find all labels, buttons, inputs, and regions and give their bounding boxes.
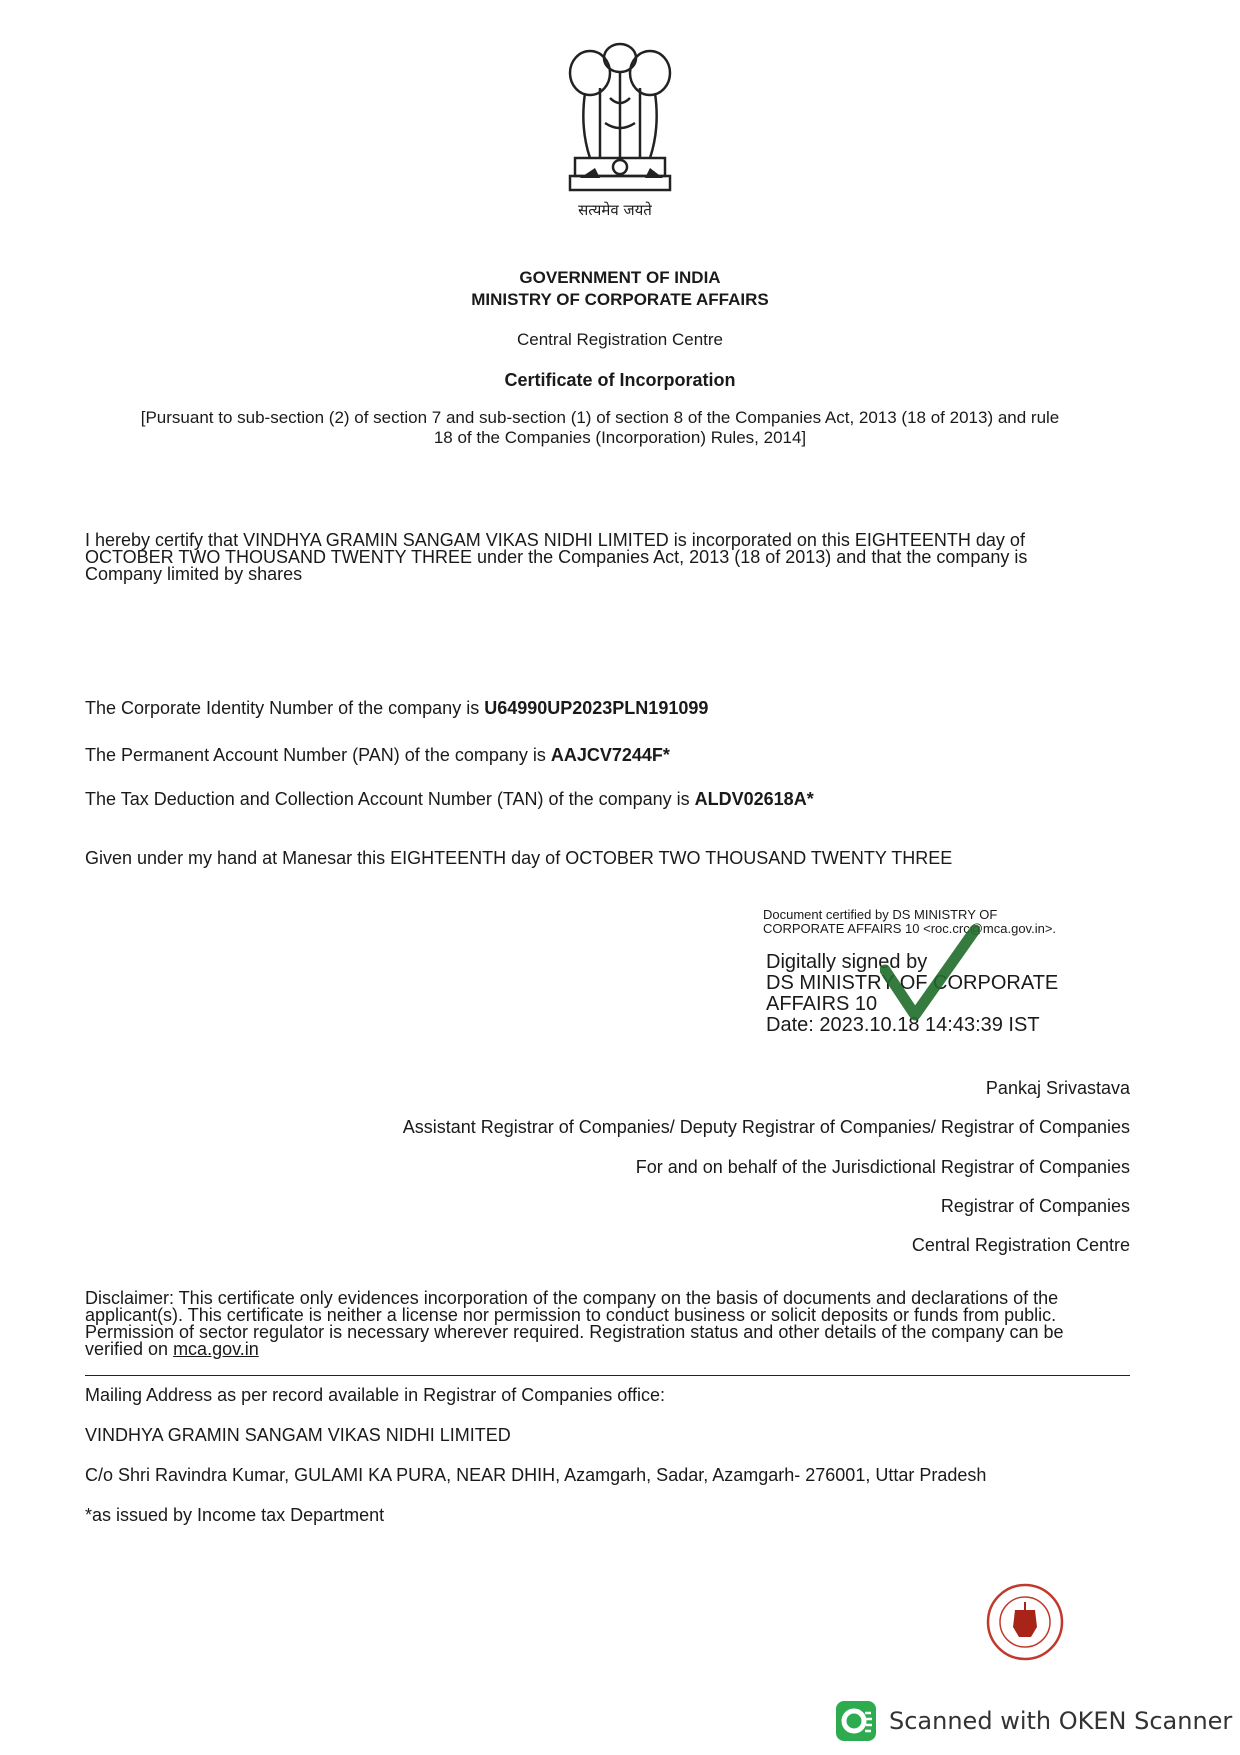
certify-line-3: Company limited by shares [85,564,303,584]
certify-line-2: OCTOBER TWO THOUSAND TWENTY THREE under the Companies Act, 2013 (18 of 2013) and that the company is [85,547,1028,567]
disclaimer-line-1: Disclaimer: This certificate only evidences incorporation of the company on the basis of documents and declarations of the [85,1288,1059,1308]
signed-line-3: AFFAIRS 10 [766,993,878,1015]
tax-footnote: *as issued by Income tax Department [85,1505,385,1525]
tan-label: The Tax Deduction and Collection Account Number (TAN) of the company is [85,789,695,809]
disclaimer [85,1290,1135,1358]
signatory-name: Pankaj Srivastava [985,1078,1130,1098]
tan-line [85,789,814,810]
signed-line-2: DS MINISTRY OF CORPORATE [766,972,1059,994]
mailing-address: C/o Shri Ravindra Kumar, GULAMI KA PURA, NEAR DHIH, Azamgarh, Sadar, Azamgarh- 276001, Uttar Pradesh [85,1465,987,1485]
certificate-title: Certificate of Incorporation [504,370,736,390]
certified-line-2: CORPORATE AFFAIRS 10 <roc.crc@mca.gov.in>. [763,921,1057,936]
tan-value: ALDV02618A* [694,789,814,809]
mailing-heading: Mailing Address as per record available in Registrar of Companies office: [85,1385,665,1405]
signed-line-4: Date: 2023.10.18 14:43:39 IST [766,1014,1040,1036]
header-ministry: MINISTRY OF CORPORATE AFFAIRS [471,290,769,309]
scanner-label: Scanned with OKEN Scanner [889,1707,1233,1735]
disclaimer-line-4 [85,1341,1135,1358]
signed-line-1: Digitally signed by [766,951,928,973]
header-government: GOVERNMENT OF INDIA [519,268,721,287]
given-under-hand: Given under my hand at Manesar this EIGHTEENTH day of OCTOBER TWO THOUSAND TWENTY THREE [85,848,953,868]
cin-label: The Corporate Identity Number of the company is [85,698,485,718]
signatory-behalf: For and on behalf of the Jurisdictional Registrar of Companies [635,1157,1130,1177]
cin-value: U64990UP2023PLN191099 [484,698,709,718]
divider [85,1375,1130,1376]
pan-value: AAJCV7244F* [550,745,670,765]
disclaimer-verified-prefix: verified on [85,1339,174,1359]
header-centre: Central Registration Centre [517,330,723,349]
certified-line-1: Document certified by DS MINISTRY OF [763,907,998,922]
mca-link[interactable]: mca.gov.in [173,1339,259,1359]
signatory-registrar: Registrar of Companies [940,1196,1130,1216]
pursuant-line-1: [Pursuant to sub-section (2) of section 7 and sub-section (1) of section 8 of the Companies Act, 2013 (18 of 2013) and rule [140,408,1060,427]
scanner-watermark [835,1700,1232,1742]
verified-check-icon [880,925,980,1025]
emblem-motto: सत्यमेव जयते [578,201,652,219]
signatory-centre: Central Registration Centre [911,1235,1130,1255]
disclaimer-line-2: applicant(s). This certificate is neither a license nor permission to conduct business or solicit deposits or funds from public. [85,1305,1057,1325]
pan-line [85,745,670,766]
certify-paragraph [85,532,1095,583]
mailing-company: VINDHYA GRAMIN SANGAM VIKAS NIDHI LIMITED [85,1425,511,1445]
cin-line [85,698,708,719]
pursuant-line-2: 18 of the Companies (Incorporation) Rules, 2014] [433,428,807,447]
registrar-seal-icon [985,1582,1065,1662]
national-emblem-icon [555,28,685,228]
pan-label: The Permanent Account Number (PAN) of the company is [85,745,551,765]
disclaimer-line-3: Permission of sector regulator is necessary wherever required. Registration status and other details of the company can be [85,1322,1064,1342]
certify-line-1: I hereby certify that VINDHYA GRAMIN SANGAM VIKAS NIDHI LIMITED is incorporated on this EIGHTEENTH day of [85,530,1025,550]
oken-scanner-icon [835,1700,877,1742]
signatory-designation: Assistant Registrar of Companies/ Deputy Registrar of Companies/ Registrar of Companies [402,1117,1130,1137]
